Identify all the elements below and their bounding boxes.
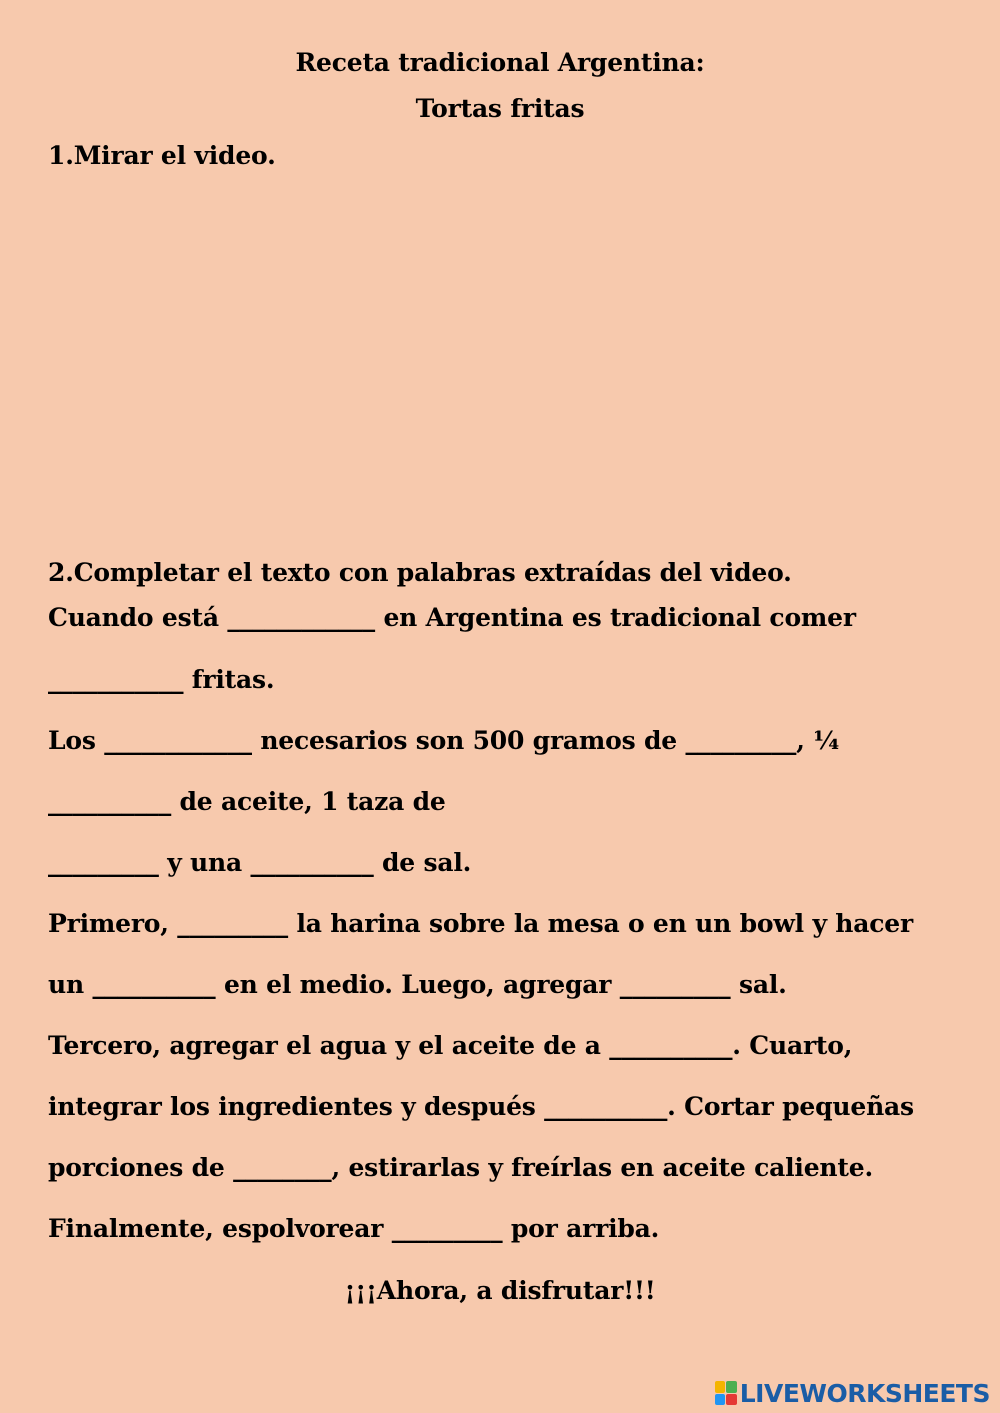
text-line-11: Finalmente, espolvorear _________ por arriba. [48, 1214, 660, 1243]
text-line-4: __________ de aceite, 1 taza de [48, 787, 446, 816]
title-line-2: Tortas fritas [415, 94, 585, 123]
text-line-3: Los ____________ necesarios son 500 gramos de _________, ¼ [48, 726, 840, 755]
text-line-5: _________ y una __________ de sal. [48, 848, 472, 877]
step-1-instruction: 1.Mirar el video. [48, 141, 276, 170]
step-2-instruction: 2.Completar el texto con palabras extraídas del video. [48, 558, 792, 587]
title-line-1: Receta tradicional Argentina: [295, 48, 705, 77]
text-line-10: porciones de ________, estirarlas y freírlas en aceite caliente. [48, 1153, 873, 1182]
video-embed-area[interactable] [48, 190, 948, 540]
text-line-2: ___________ fritas. [48, 665, 275, 694]
liveworksheets-logo-icon [715, 1381, 737, 1405]
text-line-7: un __________ en el medio. Luego, agregar _________ sal. [48, 970, 787, 999]
text-line-8: Tercero, agregar el agua y el aceite de a __________. Cuarto, [48, 1031, 853, 1060]
text-line-9: integrar los ingredientes y después __________. Cortar pequeñas [48, 1092, 914, 1121]
liveworksheets-logo [715, 1379, 990, 1407]
closing-line: ¡¡¡Ahora, a disfrutar!!! [344, 1276, 656, 1305]
text-line-1: Cuando está ____________ en Argentina es tradicional comer [48, 603, 856, 632]
text-line-6: Primero, _________ la harina sobre la mesa o en un bowl y hacer [48, 909, 913, 938]
liveworksheets-logo-text: LIVEWORKSHEETS [739, 1378, 990, 1408]
